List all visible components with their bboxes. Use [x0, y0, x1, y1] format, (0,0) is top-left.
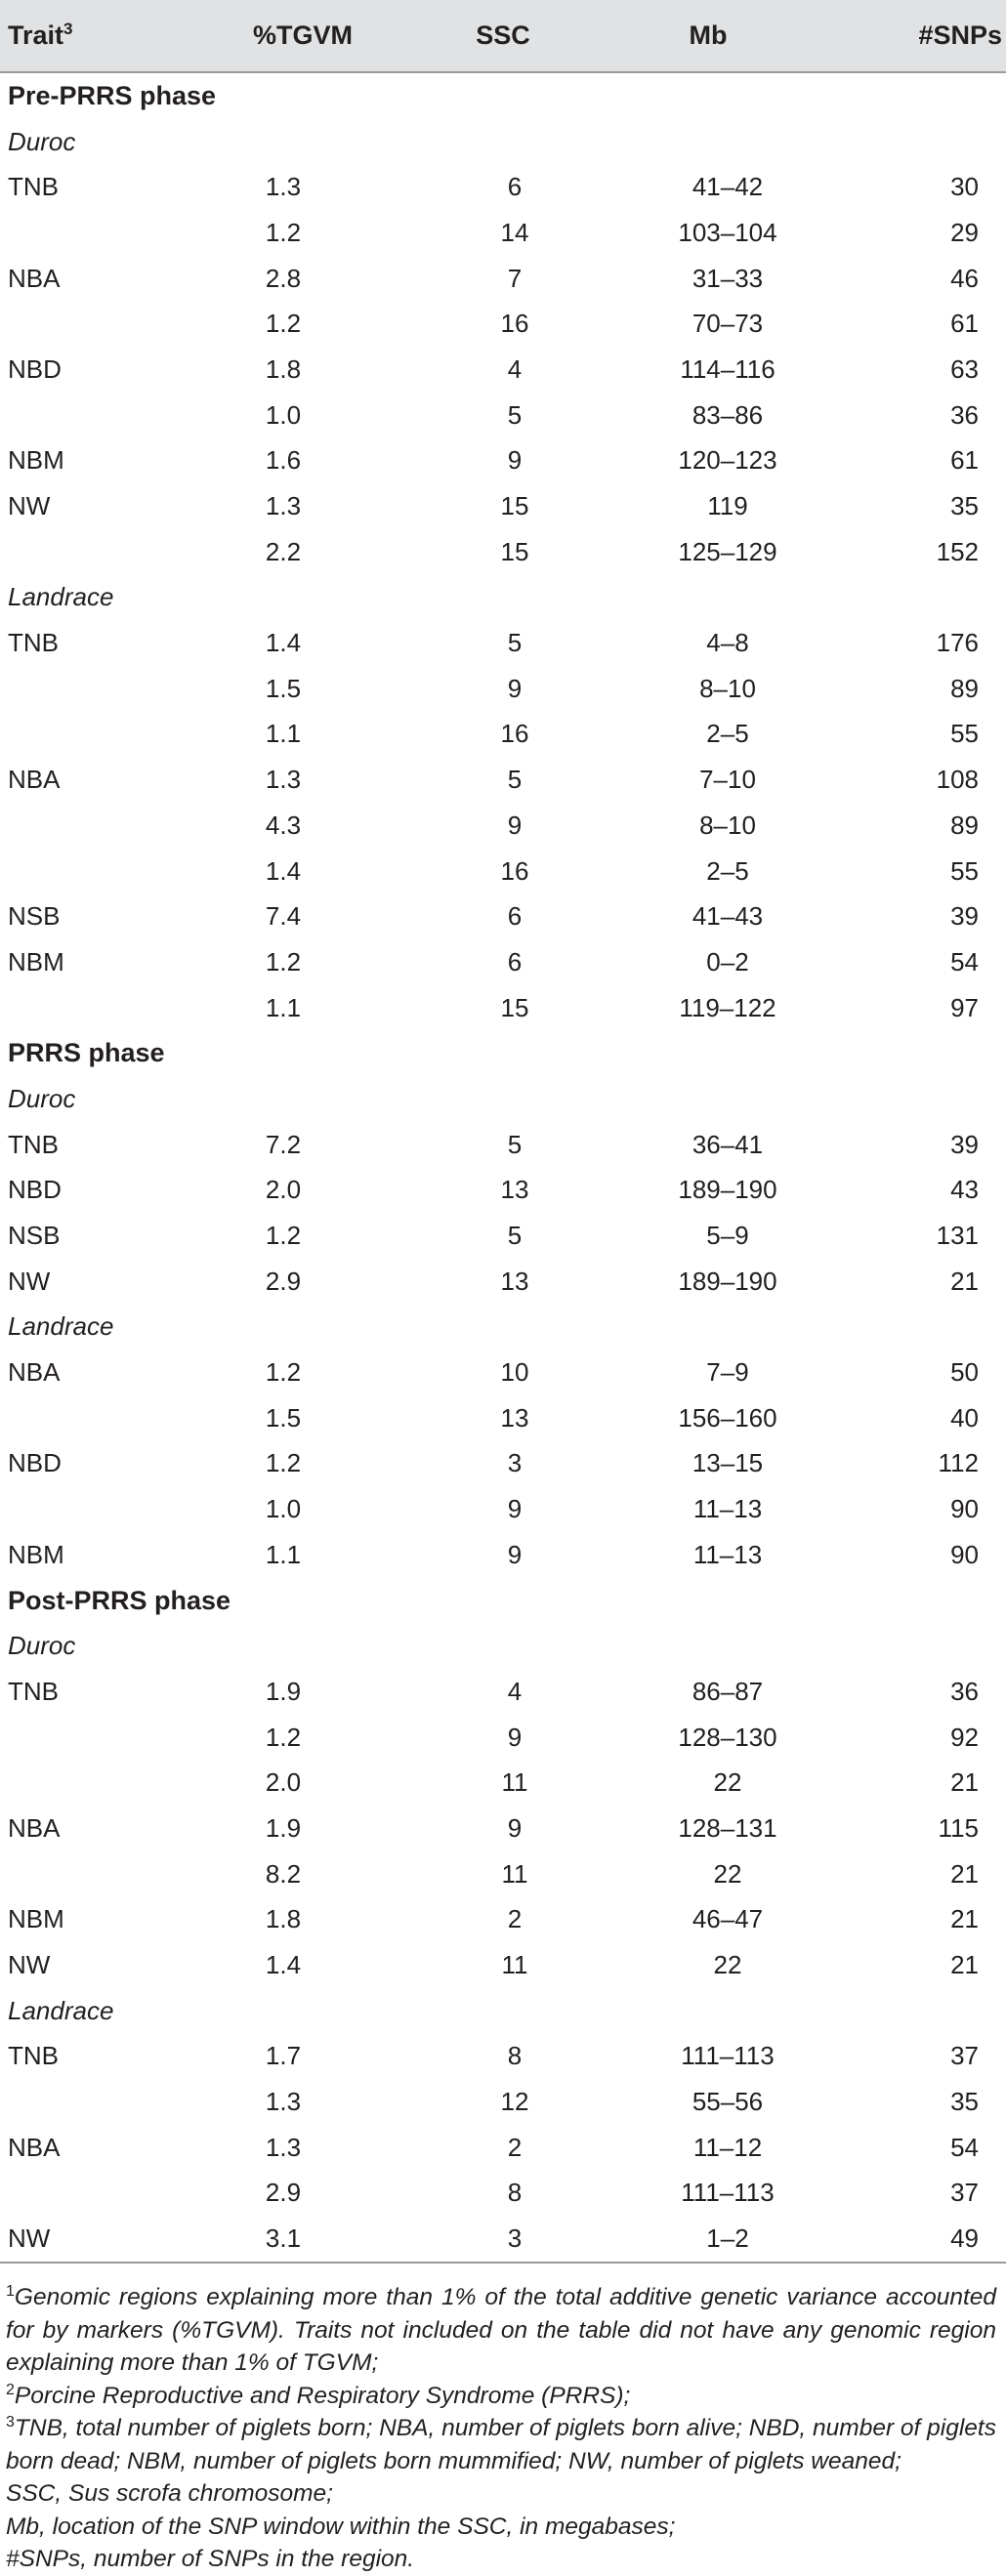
ssc-cell: 13	[500, 1266, 529, 1296]
snps-cell: 36	[950, 1676, 979, 1706]
ssc-cell: 5	[507, 399, 523, 430]
table-row	[0, 1532, 1006, 1578]
snps-cell: 21	[950, 1266, 979, 1296]
footnote	[6, 2511, 996, 2544]
trait-cell	[0, 666, 186, 712]
snps-cell: 29	[950, 217, 979, 247]
table-row	[0, 210, 1006, 256]
tgvm-cell: 1.8	[265, 1904, 302, 1934]
tgvm-cell: 1.6	[265, 445, 302, 476]
table-row	[0, 1122, 1006, 1168]
mb-cell: 0–2	[706, 946, 749, 976]
ssc-cell: 6	[507, 946, 523, 976]
mb-cell: 83–86	[692, 399, 764, 430]
trait-cell: NBA	[8, 263, 61, 293]
ssc-cell: 12	[500, 2087, 529, 2117]
ssc-cell: 2	[507, 2132, 523, 2162]
footnote-text: Porcine Reproductive and Respiratory Syndrome (PRRS);	[14, 2382, 631, 2409]
tgvm-cell: 8.2	[265, 1858, 302, 1889]
table-row	[0, 939, 1006, 985]
tgvm-cell: 1.5	[265, 1402, 302, 1433]
trait-cell	[0, 1760, 186, 1806]
table-row	[0, 1806, 1006, 1851]
ssc-cell: 5	[507, 1129, 523, 1159]
mb-cell: 11–13	[692, 1494, 763, 1524]
trait-cell: NBA	[8, 765, 61, 795]
mb-cell: 7–9	[706, 1357, 749, 1388]
mb-cell: 41–42	[692, 172, 764, 202]
breed-heading-row	[0, 1988, 1006, 2034]
tgvm-cell: 1.1	[265, 1539, 302, 1569]
breed-heading-row	[0, 1623, 1006, 1669]
table-row	[0, 803, 1006, 849]
trait-cell: NSB	[8, 901, 61, 932]
trait-cell: TNB	[8, 628, 59, 658]
tgvm-cell: 7.2	[265, 1129, 302, 1159]
mb-cell: 128–130	[678, 1722, 777, 1752]
tgvm-cell: 1.2	[265, 1722, 302, 1752]
snps-cell: 37	[950, 2041, 979, 2071]
header-ssc: SSC	[420, 0, 586, 72]
table-row	[0, 2216, 1006, 2263]
trait-cell	[0, 1395, 186, 1441]
footnote-text: #SNPs, number of SNPs in the region.	[6, 2546, 415, 2572]
tgvm-cell: 1.4	[265, 855, 302, 886]
trait-cell	[0, 1851, 186, 1897]
trait-cell: NW	[8, 1950, 51, 1980]
tgvm-cell: 1.9	[265, 1676, 302, 1706]
mb-cell: 114–116	[680, 353, 775, 384]
snps-cell: 90	[950, 1494, 979, 1524]
table-row	[0, 620, 1006, 666]
trait-cell: NBM	[8, 445, 64, 476]
snps-cell: 54	[950, 946, 979, 976]
header-tgvm: %TGVM	[186, 0, 420, 72]
ssc-cell: 6	[507, 901, 523, 932]
mb-cell: 11–13	[692, 1539, 763, 1569]
mb-cell: 7–10	[699, 765, 756, 795]
ssc-cell: 3	[507, 1448, 523, 1478]
snps-cell: 63	[950, 353, 979, 384]
footnote	[6, 2380, 996, 2413]
breed-heading: Landrace	[8, 582, 114, 612]
table-row	[0, 1715, 1006, 1761]
mb-cell: 4–8	[706, 628, 749, 658]
trait-cell: NBA	[8, 1812, 61, 1843]
footnote-mark: 2	[6, 2381, 15, 2398]
snps-cell: 97	[950, 992, 979, 1022]
tgvm-cell: 1.3	[265, 491, 302, 521]
ssc-cell: 11	[501, 1950, 528, 1980]
snps-cell: 108	[936, 765, 979, 795]
phase-heading-row	[0, 1578, 1006, 1624]
table-row	[0, 1897, 1006, 1943]
snps-cell: 61	[950, 445, 979, 476]
tgvm-cell: 1.5	[265, 673, 302, 703]
trait-cell	[0, 712, 186, 758]
mb-cell: 8–10	[699, 810, 756, 840]
ssc-cell: 15	[500, 992, 529, 1022]
snps-cell: 37	[950, 2178, 979, 2208]
mb-cell: 1–2	[586, 2216, 830, 2263]
ssc-cell: 6	[507, 172, 523, 202]
snps-cell: 89	[950, 810, 979, 840]
table-row	[0, 301, 1006, 347]
footnote-text: Genomic regions explaining more than 1% of the total additive genetic variance accounted for by markers (%TGVM). Traits not included on the table did not have any genomic region explaining more than 1% of TGVM;	[6, 2284, 996, 2376]
tgvm-cell: 2.0	[265, 1767, 302, 1798]
table-row	[0, 483, 1006, 529]
trait-cell: NBM	[8, 1539, 64, 1569]
tgvm-cell: 1.0	[265, 1494, 302, 1524]
tgvm-cell: 1.2	[265, 217, 302, 247]
ssc-cell: 16	[500, 855, 529, 886]
tgvm-cell: 2.2	[265, 536, 302, 566]
ssc-cell: 9	[507, 445, 523, 476]
table-row	[0, 2034, 1006, 2080]
tgvm-cell: 1.2	[265, 1221, 302, 1251]
trait-cell	[0, 393, 186, 438]
trait-cell: NBM	[8, 946, 64, 976]
tgvm-cell: 3.1	[186, 2216, 420, 2263]
tgvm-cell: 1.3	[265, 2132, 302, 2162]
ssc-cell: 8	[507, 2041, 523, 2071]
table-header	[0, 0, 1006, 72]
ssc-cell: 2	[507, 1904, 523, 1934]
snps-cell: 30	[950, 172, 979, 202]
mb-cell: 11–12	[692, 2132, 763, 2162]
ssc-cell: 16	[500, 309, 529, 339]
footnote	[6, 2477, 996, 2511]
mb-cell: 41–43	[692, 901, 764, 932]
snps-cell: 115	[938, 1812, 979, 1843]
trait-cell	[0, 803, 186, 849]
footnote-mark: 1	[6, 2282, 15, 2300]
breed-heading: Duroc	[8, 1631, 76, 1661]
ssc-cell: 13	[500, 1402, 529, 1433]
ssc-cell: 14	[500, 217, 529, 247]
tgvm-cell: 1.8	[265, 353, 302, 384]
trait-cell: NW	[8, 1266, 51, 1296]
snps-cell: 36	[950, 399, 979, 430]
snps-cell: 89	[950, 673, 979, 703]
ssc-cell: 9	[507, 1722, 523, 1752]
ssc-cell: 11	[501, 1767, 528, 1798]
snps-cell: 21	[950, 1904, 979, 1934]
table-row	[0, 1486, 1006, 1532]
table-body	[0, 72, 1006, 2263]
table-row	[0, 893, 1006, 939]
tgvm-cell: 1.2	[265, 309, 302, 339]
breed-heading-row	[0, 119, 1006, 165]
table-row	[0, 1851, 1006, 1897]
ssc-cell: 9	[507, 1494, 523, 1524]
mb-cell: 125–129	[678, 536, 777, 566]
snps-cell: 61	[950, 309, 979, 339]
mb-cell: 119–122	[679, 992, 776, 1022]
table-row	[0, 438, 1006, 484]
mb-cell: 8–10	[699, 673, 756, 703]
tgvm-cell: 4.3	[265, 810, 302, 840]
table-row	[0, 529, 1006, 575]
mb-cell: 119	[707, 491, 748, 521]
table-row	[0, 2125, 1006, 2171]
trait-cell	[0, 529, 186, 575]
mb-cell: 13–15	[692, 1448, 764, 1478]
table-row	[0, 985, 1006, 1031]
snps-cell: 152	[936, 536, 979, 566]
phase-heading: PRRS phase	[8, 1038, 165, 1068]
table-row	[0, 1395, 1006, 1441]
trait-cell: NBM	[8, 1904, 64, 1934]
trait-cell: NBA	[8, 2132, 61, 2162]
tgvm-cell: 1.2	[265, 946, 302, 976]
tgvm-cell: 2.8	[265, 263, 302, 293]
footnote	[6, 2543, 996, 2576]
snps-cell: 40	[950, 1402, 979, 1433]
trait-cell: TNB	[8, 1129, 59, 1159]
table-row	[0, 666, 1006, 712]
table-row	[0, 1213, 1006, 1259]
ssc-cell: 7	[507, 263, 523, 293]
mb-cell: 189–190	[678, 1266, 777, 1296]
mb-cell: 120–123	[678, 445, 777, 476]
trait-cell	[0, 210, 186, 256]
header-trait-label: Trait	[8, 21, 64, 50]
mb-cell: 2–5	[706, 855, 749, 886]
ssc-cell: 9	[507, 1812, 523, 1843]
phase-heading-row	[0, 1030, 1006, 1076]
ssc-cell: 9	[507, 1539, 523, 1569]
ssc-cell: 8	[507, 2178, 523, 2208]
trait-cell	[0, 1715, 186, 1761]
snps-cell: 131	[936, 1221, 979, 1251]
footnote	[6, 2281, 996, 2380]
footnote-text: Mb, location of the SNP window within the SSC, in megabases;	[6, 2513, 676, 2540]
trait-cell	[0, 1486, 186, 1532]
snps-cell: 176	[936, 628, 979, 658]
snps-cell: 46	[950, 263, 979, 293]
ssc-cell: 15	[500, 536, 529, 566]
mb-cell: 22	[713, 1950, 742, 1980]
snps-cell: 50	[950, 1357, 979, 1388]
table-row	[0, 347, 1006, 393]
header-row	[0, 0, 1006, 72]
breed-heading-row	[0, 575, 1006, 621]
snps-cell: 55	[950, 719, 979, 749]
table-row	[0, 256, 1006, 302]
trait-cell	[0, 849, 186, 894]
header-trait-footnote-mark: 3	[63, 20, 73, 38]
snps-cell: 92	[950, 1722, 979, 1752]
mb-cell: 189–190	[678, 1175, 777, 1205]
table-row	[0, 1350, 1006, 1395]
ssc-cell: 15	[500, 491, 529, 521]
trait-cell: NW	[8, 491, 51, 521]
table-row	[0, 1259, 1006, 1305]
header-snps: #SNPs	[830, 0, 1006, 72]
tgvm-cell: 1.0	[265, 399, 302, 430]
ssc-cell: 9	[507, 673, 523, 703]
breed-heading-row	[0, 1076, 1006, 1122]
trait-cell: TNB	[8, 1676, 59, 1706]
snps-cell: 90	[950, 1539, 979, 1569]
snps-cell: 39	[950, 1129, 979, 1159]
header-trait	[0, 0, 186, 72]
trait-cell: NSB	[8, 1221, 61, 1251]
ssc-cell: 5	[507, 628, 523, 658]
footnote	[6, 2412, 996, 2477]
ssc-cell: 4	[507, 1676, 523, 1706]
tgvm-cell: 1.1	[265, 992, 302, 1022]
tgvm-cell: 1.4	[265, 628, 302, 658]
table-row	[0, 1168, 1006, 1214]
phase-heading: Post-PRRS phase	[8, 1585, 231, 1615]
trait-cell	[0, 301, 186, 347]
breed-heading-row	[0, 1305, 1006, 1350]
trait-cell	[0, 985, 186, 1031]
table-row	[0, 1760, 1006, 1806]
tgvm-cell: 7.4	[265, 901, 302, 932]
footnote-text: SSC, Sus scrofa chromosome;	[6, 2480, 333, 2507]
breed-heading: Duroc	[8, 126, 76, 156]
phase-heading: Pre-PRRS phase	[8, 80, 217, 110]
trait-cell: NBA	[8, 1357, 61, 1388]
ssc-cell: 4	[507, 353, 523, 384]
table-row	[0, 393, 1006, 438]
tgvm-cell: 1.4	[265, 1950, 302, 1980]
mb-cell: 2–5	[706, 719, 749, 749]
trait-cell: TNB	[8, 172, 59, 202]
trait-cell: NBD	[8, 1448, 62, 1478]
mb-cell: 22	[713, 1767, 742, 1798]
tgvm-cell: 1.2	[265, 1357, 302, 1388]
ssc-cell: 16	[500, 719, 529, 749]
tgvm-cell: 2.9	[265, 2178, 302, 2208]
mb-cell: 55–56	[692, 2087, 764, 2117]
table-row	[0, 1441, 1006, 1487]
tgvm-cell: 1.9	[265, 1812, 302, 1843]
snps-cell: 21	[950, 1767, 979, 1798]
tgvm-cell: 1.3	[265, 172, 302, 202]
snps-cell: 39	[950, 901, 979, 932]
tgvm-cell: 1.7	[265, 2041, 302, 2071]
snps-cell: 35	[950, 491, 979, 521]
footnote-text: TNB, total number of piglets born; NBA, number of piglets born alive; NBD, number of piglets born dead; NBM, number of piglets born mummified; NW, number of piglets weaned;	[6, 2415, 996, 2474]
breed-heading: Landrace	[8, 1311, 114, 1342]
tgvm-cell: 1.3	[265, 765, 302, 795]
ssc-cell: 5	[507, 1221, 523, 1251]
snps-cell: 35	[950, 2087, 979, 2117]
tgvm-cell: 1.3	[265, 2087, 302, 2117]
breed-heading: Duroc	[8, 1083, 76, 1113]
mb-cell: 111–113	[681, 2178, 775, 2208]
trait-cell: NBD	[8, 1175, 62, 1205]
footnote-mark: 3	[6, 2413, 15, 2431]
ssc-cell: 11	[501, 1858, 528, 1889]
trait-cell: NBD	[8, 353, 62, 384]
mb-cell: 128–131	[678, 1812, 777, 1843]
tgvm-cell: 1.2	[265, 1448, 302, 1478]
table-row	[0, 849, 1006, 894]
snps-cell: 21	[950, 1950, 979, 1980]
tgvm-cell: 2.9	[265, 1266, 302, 1296]
mb-cell: 70–73	[692, 309, 764, 339]
table-row	[0, 757, 1006, 803]
snps-cell: 112	[938, 1448, 979, 1478]
mb-cell: 156–160	[678, 1402, 777, 1433]
header-mb: Mb	[586, 0, 830, 72]
snps-cell: 54	[950, 2132, 979, 2162]
ssc-cell: 9	[507, 810, 523, 840]
phase-heading-row	[0, 72, 1006, 119]
trait-cell	[0, 2079, 186, 2125]
trait-cell: NW	[0, 2216, 186, 2263]
trait-cell: TNB	[8, 2041, 59, 2071]
mb-cell: 103–104	[678, 217, 777, 247]
snps-cell: 55	[950, 855, 979, 886]
mb-cell: 22	[713, 1858, 742, 1889]
mb-cell: 46–47	[692, 1904, 764, 1934]
table-row	[0, 712, 1006, 758]
breed-heading: Landrace	[8, 1995, 114, 2025]
table-row	[0, 1942, 1006, 1988]
tgvm-cell: 1.1	[265, 719, 302, 749]
table-row	[0, 1669, 1006, 1715]
snps-cell: 49	[830, 2216, 1006, 2263]
tgvm-cell: 2.0	[265, 1175, 302, 1205]
table-footnotes	[0, 2264, 1006, 2576]
ssc-cell: 5	[507, 765, 523, 795]
table-row	[0, 2079, 1006, 2125]
ssc-cell: 3	[420, 2216, 586, 2263]
trait-cell	[0, 2171, 186, 2217]
ssc-cell: 10	[500, 1357, 529, 1388]
mb-cell: 111–113	[681, 2041, 775, 2071]
table-row	[0, 164, 1006, 210]
ssc-cell: 13	[500, 1175, 529, 1205]
mb-cell: 86–87	[692, 1676, 764, 1706]
mb-cell: 5–9	[706, 1221, 749, 1251]
table-row	[0, 2171, 1006, 2217]
mb-cell: 36–41	[692, 1129, 764, 1159]
snps-cell: 43	[950, 1175, 979, 1205]
mb-cell: 31–33	[692, 263, 764, 293]
snps-cell: 21	[950, 1858, 979, 1889]
